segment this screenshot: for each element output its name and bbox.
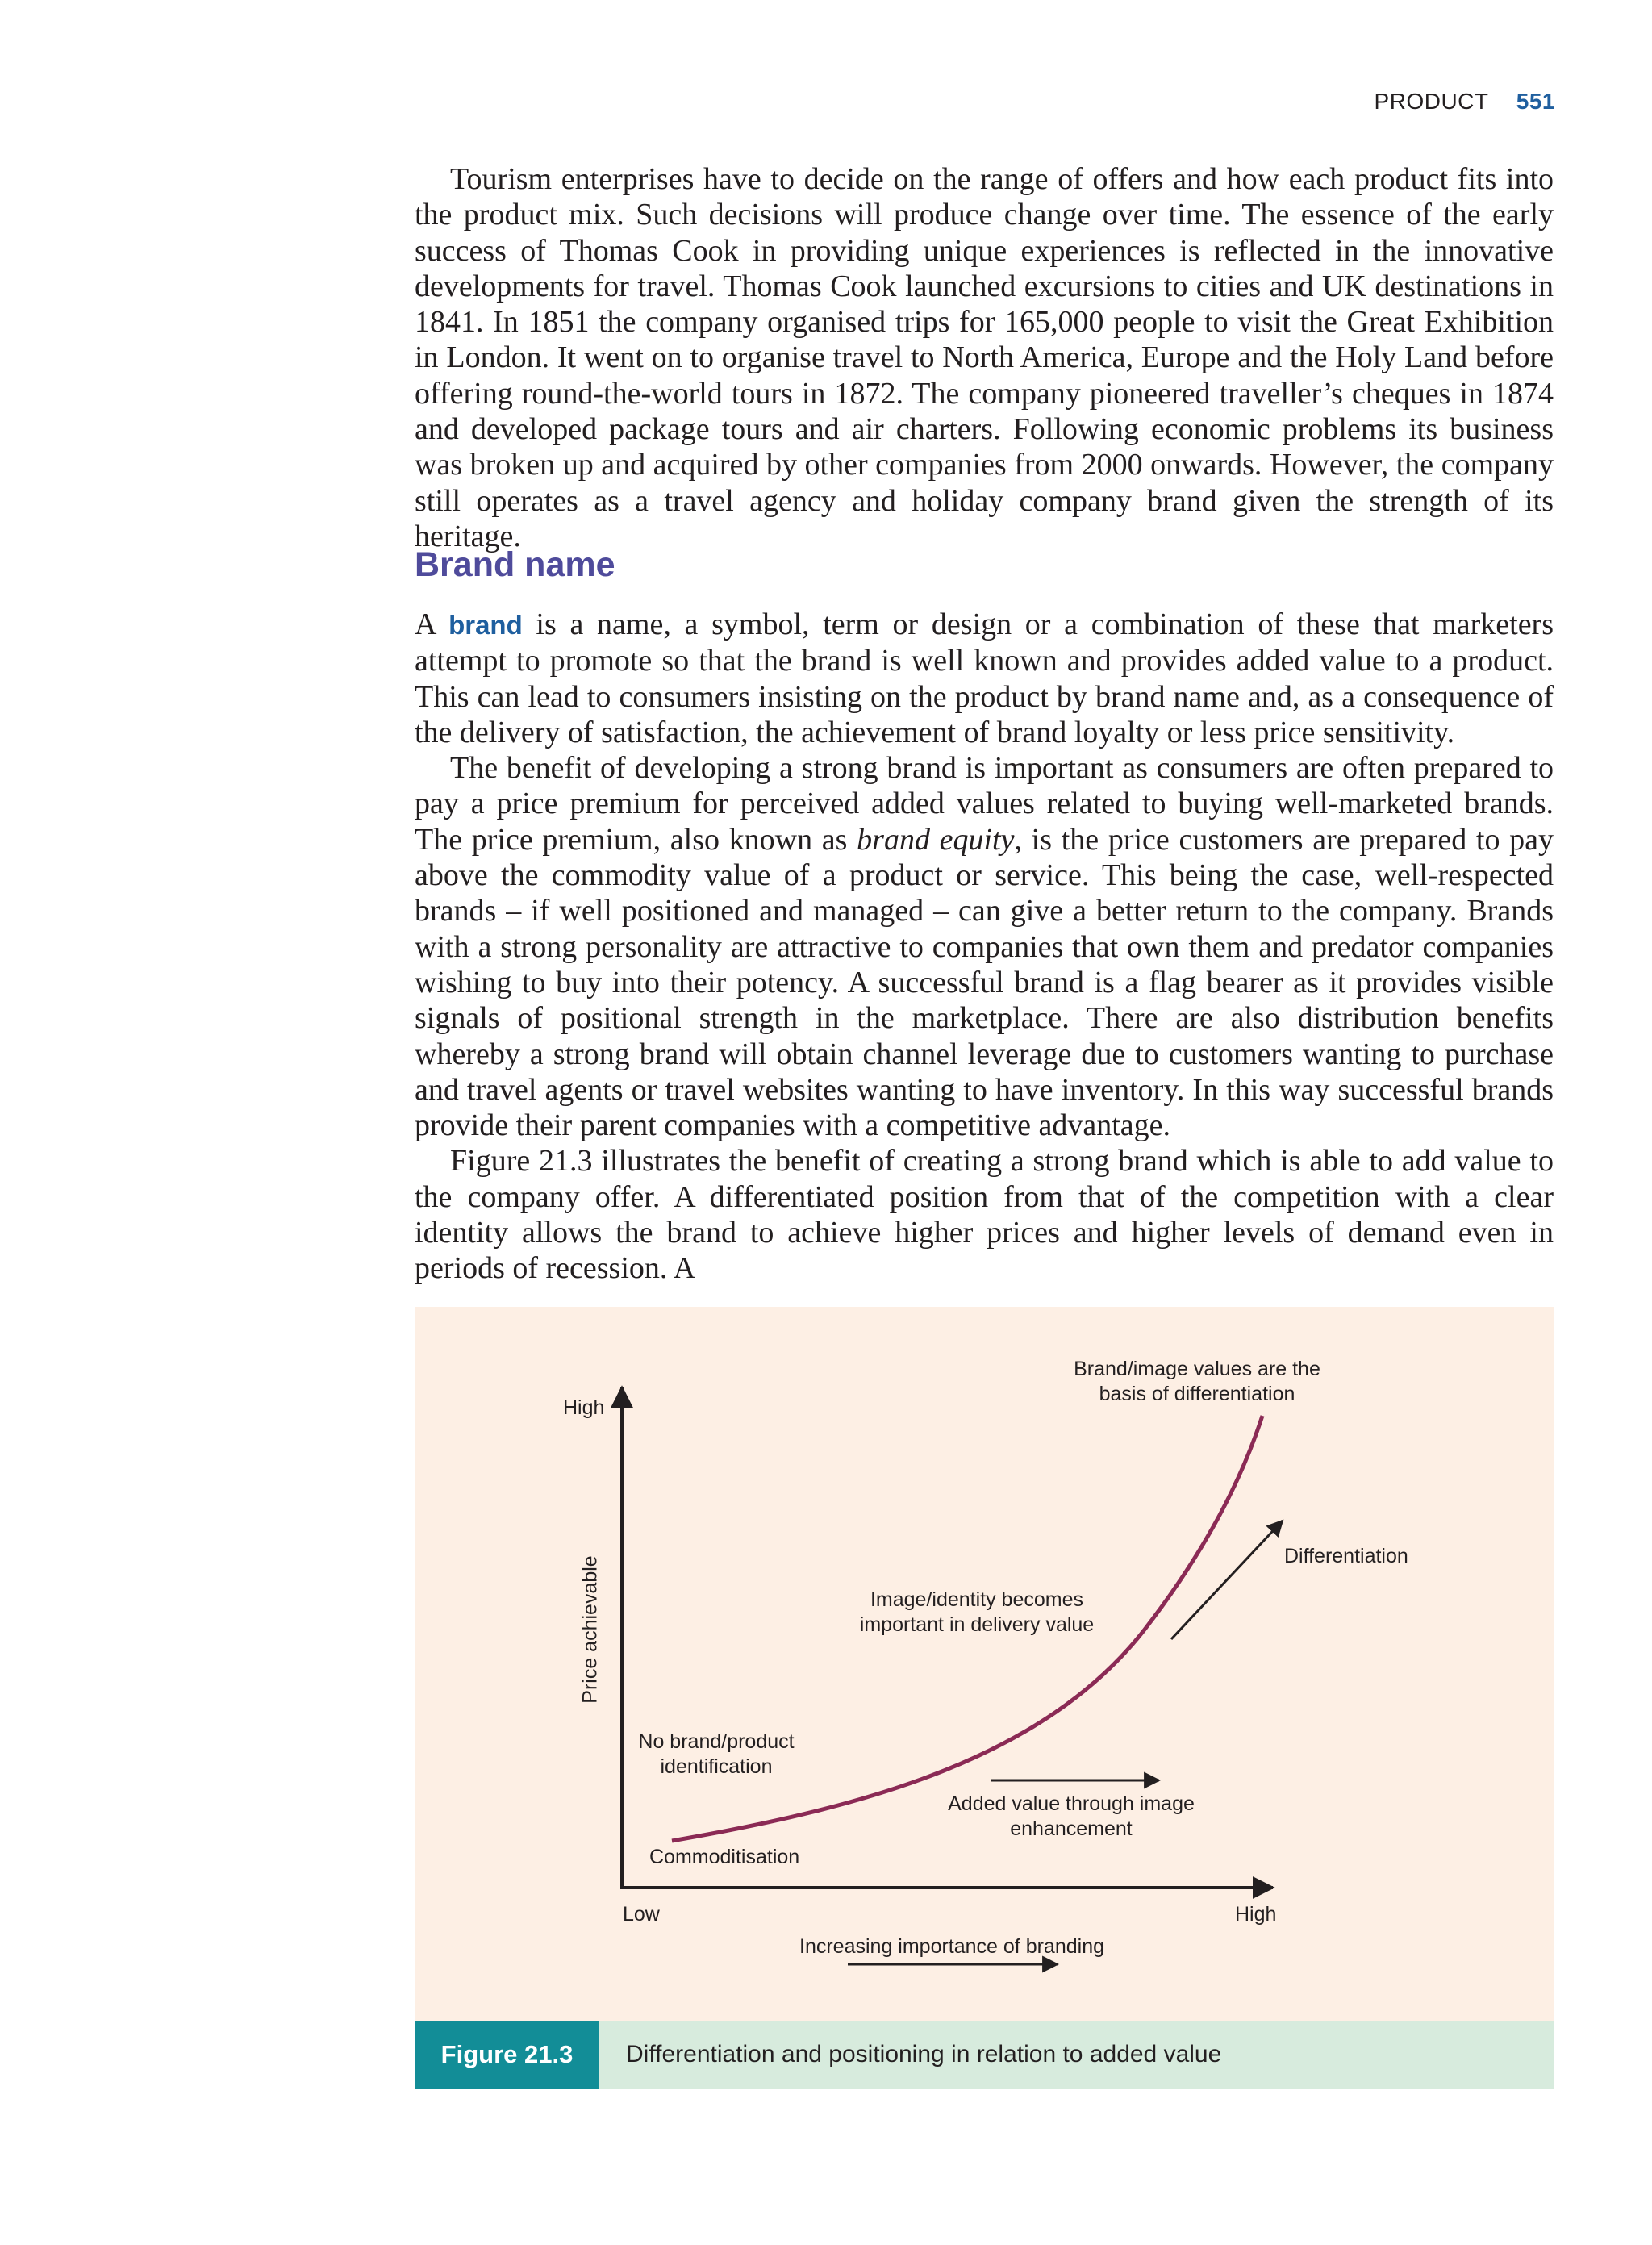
annotation-commoditisation: Commoditisation — [649, 1846, 800, 1868]
figure-number-label: Figure 21.3 — [415, 2021, 599, 2089]
annotation-no-brand-line2: identification — [660, 1755, 773, 1778]
section-heading-brand-name: Brand name — [415, 545, 615, 584]
annotation-brand-image-values — [1074, 1357, 1320, 1407]
figure-caption-text: Differentiation and positioning in relation to added value — [626, 2041, 1222, 2068]
para2-rest: is a name, a symbol, term or design or a combination of these that marketers attempt to promote so that the brand is well known and provides added value to a product. This can lead to consumers insisting on the product by brand name and, as a consequence of the delivery of satisfaction, the achievement of brand loyalty or less price sensitivity. — [415, 607, 1554, 749]
annotation-added-value-line2: enhancement — [1010, 1817, 1133, 1840]
x-axis-high-label: High — [1235, 1903, 1277, 1926]
para3-end: , is the price customers are prepared to pay above the commodity value of a product or service. This being the case, well-respected brands – if well positioned and managed – can give a better return to the company. Brands with a strong personality are attractive to companies that own them and predator companies wishing to buy into their potency. A successful brand is a flag bearer as it provides visible signals of positional strength in the marketplace. There are also distribution benefits whereby a strong brand will obtain channel leverage due to customers wanting to purchase and travel agents or travel websites wanting to have inventory. In this way successful brands provide their parent companies with a competitive advantage. — [415, 822, 1554, 1143]
figure-caption-bar — [415, 2021, 1554, 2089]
annotation-differentiation: Differentiation — [1284, 1545, 1408, 1567]
paragraph-figure-reference: Figure 21.3 illustrates the benefit of creating a strong brand which is able to add value to the company offer. A differentiated position from that of the competition with a clear identity allows the brand to achieve higher prices and higher levels of demand even in periods of recession. A — [415, 1144, 1554, 1286]
text-block-intro — [415, 161, 1554, 554]
annotation-brand-image-line2: basis of differentiation — [1099, 1383, 1295, 1405]
paragraph-thomas-cook: Tourism enterprises have to decide on the range of offers and how each product fits into the product mix. Such decisions will produce change over time. The essence of the early success of Thomas Cook in providing unique experiences is reflected in the innovative developments for travel. Thomas Cook launched excursions to cities and UK destinations in 1841. In 1851 the company organised trips for 165,000 people to visit the Great Exhibition in London. It went on to organise travel to North America, Europe and the Holy Land before offering round-the-world tours in 1872. The company pioneered traveller’s cheques in 1874 and developed package tours and air charters. Following economic problems its business was broken up and acquired by other companies from 2000 onwards. However, the company still operates as a travel agency and holiday company brand given the strength of its heritage. — [415, 162, 1554, 553]
annotation-image-identity-line2: important in delivery value — [859, 1613, 1095, 1636]
annotation-added-value-line1: Added value through image — [948, 1792, 1195, 1815]
y-axis-label: Price achievable — [578, 1555, 602, 1704]
para2-prefix: A — [415, 607, 436, 641]
running-head — [1375, 89, 1555, 115]
figure-panel — [415, 1307, 1554, 2021]
differentiation-arrow — [1171, 1521, 1283, 1639]
key-term-brand: brand — [448, 610, 523, 640]
x-axis-low-label: Low — [623, 1903, 660, 1926]
x-axis-title: Increasing importance of branding — [799, 1935, 1105, 1958]
text-block-brand — [415, 607, 1554, 1287]
term-brand-equity: brand equity — [857, 822, 1015, 857]
page-number: 551 — [1516, 89, 1555, 114]
running-head-section: PRODUCT — [1374, 89, 1489, 114]
annotation-brand-image-line1: Brand/image values are the — [1074, 1358, 1320, 1380]
annotation-image-identity — [860, 1588, 1094, 1638]
y-axis-high-label: High — [563, 1396, 605, 1419]
annotation-no-brand — [638, 1730, 794, 1780]
paragraph-brand-benefit — [415, 750, 1554, 1143]
annotation-image-identity-line1: Image/identity becomes — [870, 1588, 1084, 1611]
annotation-added-value — [948, 1792, 1195, 1842]
annotation-no-brand-line1: No brand/product — [638, 1730, 795, 1753]
para3-start: The benefit of developing a strong brand is important as consumers are often prepared to pay a price premium for perceived added values related to buying well-marketed brands. The price premium, also known as — [415, 751, 1554, 857]
paragraph-brand-definition — [415, 607, 1554, 750]
